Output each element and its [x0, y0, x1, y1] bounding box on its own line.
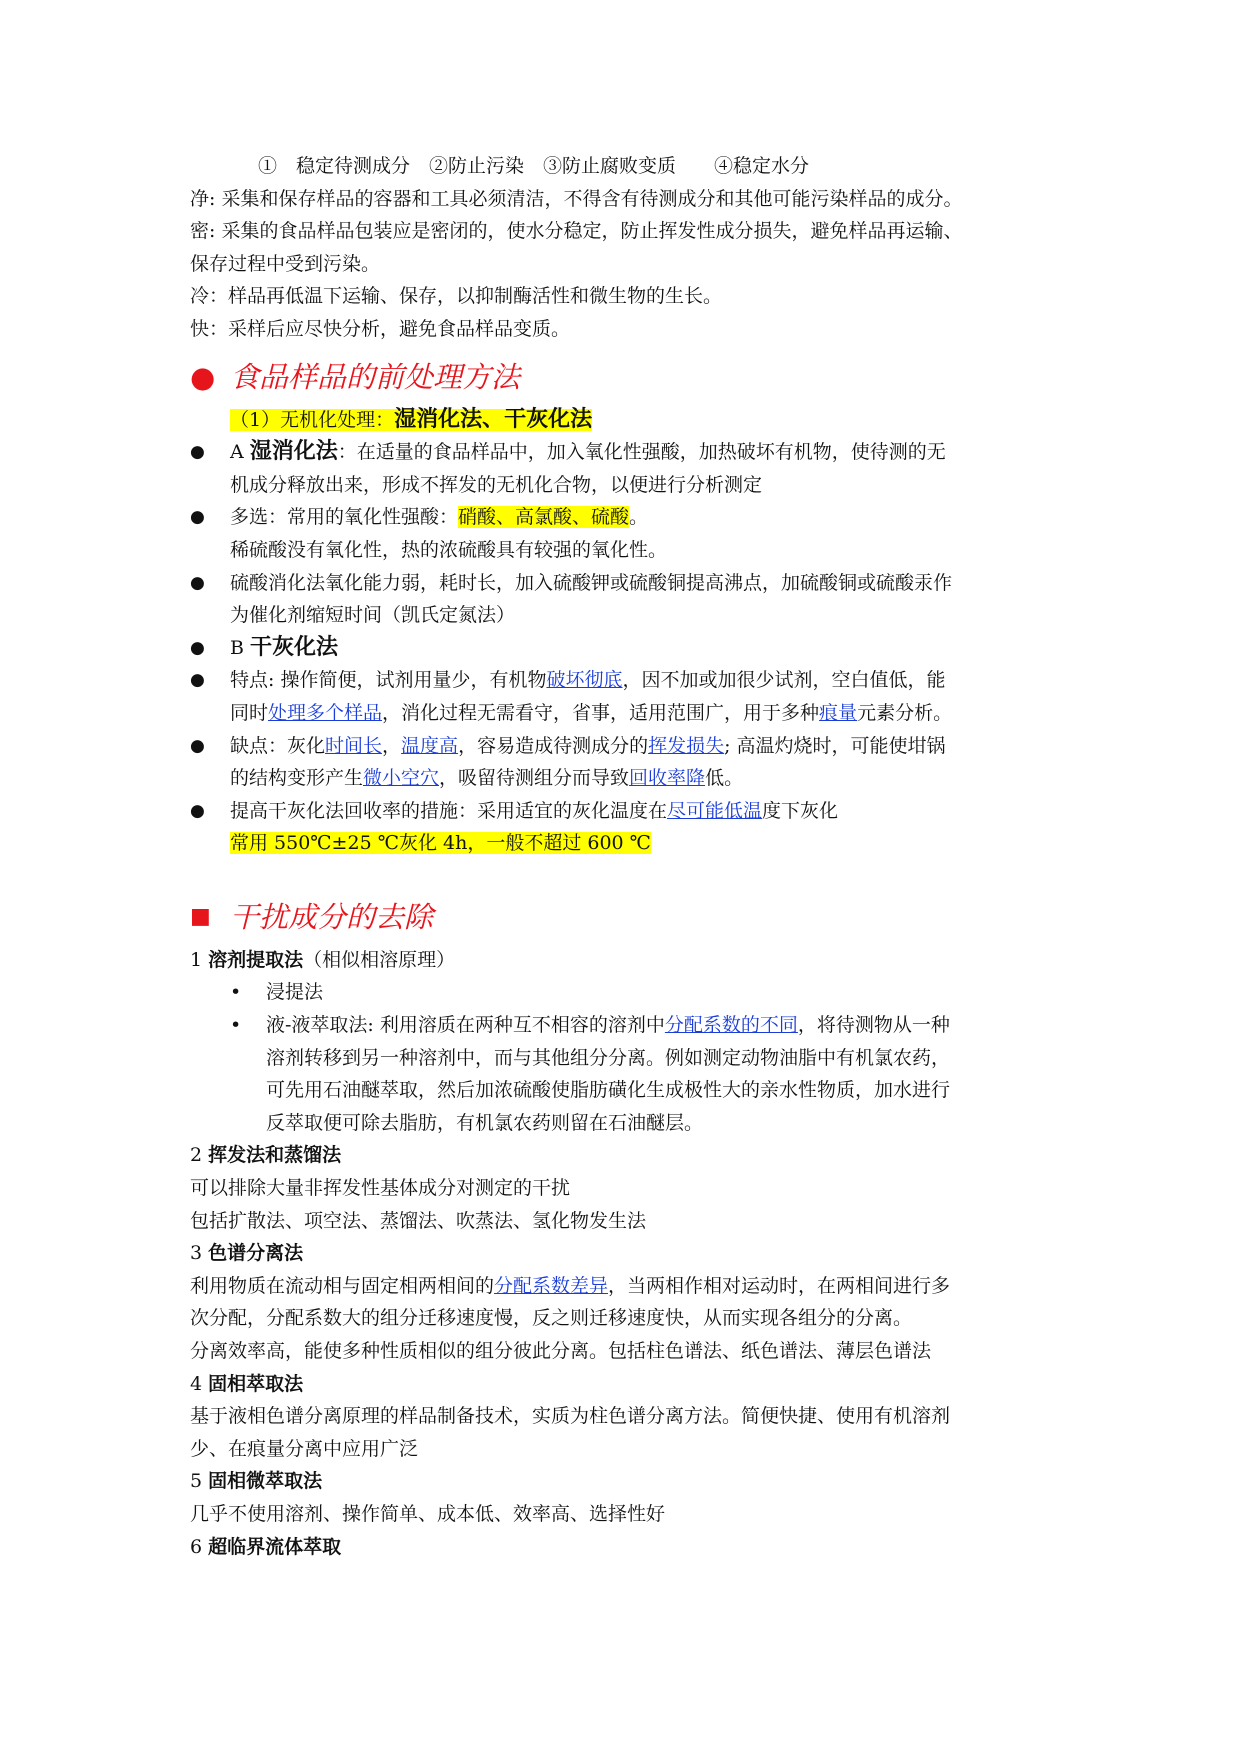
underlined-term: 破坏彻底 [546, 669, 623, 692]
method-number: 3 [190, 1242, 209, 1265]
item-text: ，因不加或加很少试剂，空白值低，能 [622, 669, 946, 692]
purpose-list: ① 稳定待测成分 ②防止污染 ③防止腐败变质 ④稳定水分 [258, 155, 810, 177]
underlined-term: 温度高 [401, 734, 459, 757]
item-text-line3: 可先用石油醚萃取，然后加浓硫酸使脂肪磺化生成极性大的亲水性物质，加水进行 [266, 1079, 951, 1102]
item-text: 缺点：灰化 [230, 734, 326, 757]
highlighted-subheading [230, 406, 593, 432]
bullet-icon: ● [190, 442, 205, 463]
underlined-term: 挥发损失 [648, 734, 725, 757]
list-item-wet-digestion [190, 436, 1070, 501]
method-number: 5 [190, 1470, 209, 1493]
method-number: 4 [190, 1372, 209, 1395]
method-2-heading [190, 1139, 1070, 1172]
term-dry-ashing: 干灰化法 [250, 634, 339, 660]
item-text: 提高干灰化法回收率的措施：采用适宜的灰化温度在 [230, 799, 668, 822]
method-title: 溶剂提取法 [208, 948, 304, 971]
item-text: 特点: 操作简便，试剂用量少，有机物 [230, 669, 547, 692]
list-item-features [190, 664, 1070, 729]
principle-leng: 冷：样品再低温下运输、保存，以抑制酶活性和微生物的生长。 [190, 285, 723, 308]
term-wet-digestion: 湿消化法 [249, 439, 338, 465]
underlined-term: 分配系数的不同 [664, 1014, 798, 1037]
section-heading-interference-removal [190, 896, 1070, 938]
method-6-heading [190, 1531, 1070, 1564]
underlined-term: 回收率降 [629, 767, 706, 790]
method-3-text: 次分配，分配系数大的组分迁移速度慢，反之则迁移速度快，从而实现各组分的分离。 [190, 1307, 913, 1330]
item-text: 元素分析。 [857, 701, 953, 724]
item-text: ，消化过程无需看守，省事，适用范围广，用于多种 [382, 701, 820, 724]
item-text: 液-液萃取法: 利用溶质在两种互不相容的溶剂中 [266, 1014, 665, 1037]
item-text-line4: 反萃取便可除去脂肪，有机氯农药则留在石油醚层。 [266, 1111, 704, 1134]
item-text-line2: 机成分释放出来，形成不挥发的无机化合物，以便进行分析测定 [230, 473, 763, 496]
method-3-text: 分离效率高，能使多种性质相似的组分彼此分离。包括柱色谱法、纸色谱法、薄层色谱法 [190, 1340, 932, 1362]
principle-mi-line2: 保存过程中受到污染。 [190, 252, 381, 275]
section-heading-pretreatment [190, 356, 1070, 398]
method-title: 超临界流体萃取 [208, 1535, 342, 1558]
method-3-text [190, 1270, 1070, 1303]
method-title: 色谱分离法 [208, 1242, 304, 1265]
method-4-text: 少、在痕量分离中应用广泛 [190, 1437, 419, 1460]
sub-item-maceration [190, 976, 1070, 1009]
method-title: 固相萃取法 [208, 1372, 304, 1395]
method-title: 挥发法和蒸馏法 [208, 1144, 342, 1167]
subheading-bold: 湿消化法、干灰化法 [394, 406, 593, 432]
bullet-icon: • [230, 981, 242, 1004]
bullet-circle-icon: ● [190, 359, 216, 394]
item-text: 低。 [705, 767, 744, 790]
list-item-oxidizing-acids [190, 501, 1070, 566]
item-text: ：在适量的食品样品中，加入氧化性强酸，加热破坏有机物，使待测的无 [337, 441, 946, 464]
underlined-term: 痕量 [819, 701, 858, 724]
section-title: 干扰成分的去除 [230, 899, 434, 934]
item-prefix: B [230, 636, 251, 659]
method-3-heading [190, 1237, 1070, 1270]
highlighted-ashing-condition: 常用 550℃±25 ℃灰化 4h，一般不超过 600 ℃ [230, 832, 651, 855]
item-prefix: A [230, 441, 250, 464]
item-text: ，当两相作相对运动时，在两相间进行多 [608, 1274, 951, 1297]
bullet-icon: ● [190, 800, 205, 821]
highlighted-acids: 硝酸、高氯酸、硫酸 [458, 506, 630, 529]
method-5-text: 几乎不使用溶剂、操作简单、成本低、效率高、选择性好 [190, 1502, 666, 1525]
method-5-heading [190, 1465, 1070, 1498]
item-text: ，吸留待测组分而导致 [439, 767, 630, 790]
item-text: ; 高温灼烧时，可能使坩锅 [724, 734, 946, 757]
section-title: 食品样品的前处理方法 [230, 359, 521, 394]
item-text-line2: 为催化剂缩短时间（凯氏定氮法） [230, 604, 516, 627]
item-text: ，容易造成待测成分的 [458, 734, 649, 757]
item-text: 多选：常用的氧化性强酸： [230, 506, 459, 529]
item-text: ，将待测物从一种 [797, 1014, 950, 1037]
underlined-term: 尽可能低温 [667, 799, 763, 822]
bullet-icon: ● [190, 572, 205, 593]
bullet-square-icon: ■ [190, 903, 211, 929]
item-text: ， [382, 734, 402, 757]
method-number: 6 [190, 1535, 209, 1558]
principle-jing: 净: 采集和保存样品的容器和工具必须清洁，不得含有待测成分和其他可能污染样品的成分。 [190, 187, 963, 210]
underlined-term: 时间长 [325, 734, 383, 757]
method-1-heading [190, 944, 1070, 977]
item-text: 浸提法 [266, 981, 324, 1004]
list-item-drawbacks [190, 730, 1070, 795]
underlined-term: 微小空穴 [363, 767, 440, 790]
document-page [190, 150, 1070, 1563]
item-text: 利用物质在流动相与固定相两相间的 [190, 1274, 495, 1297]
sub-item-liquid-extraction [190, 1009, 1070, 1139]
method-2-text: 包括扩散法、项空法、蒸馏法、吹蒸法、氢化物发生法 [190, 1209, 647, 1232]
item-text: 硫酸消化法氧化能力弱，耗时长，加入硫酸钾或硫酸铜提高沸点，加硫酸铜或硫酸汞作 [230, 571, 953, 594]
method-number: 1 [190, 948, 209, 971]
bullet-icon: ● [190, 735, 205, 756]
list-item-improve-recovery [190, 795, 1070, 860]
item-text: 。 [629, 506, 649, 529]
item-text-line2: 溶剂转移到另一种溶剂中，而与其他组分分离。例如测定动物油脂中有机氯农药， [266, 1046, 951, 1069]
method-title: 固相微萃取法 [208, 1470, 323, 1493]
bullet-icon: ● [190, 670, 205, 691]
item-text: 度下灰化 [762, 799, 839, 822]
bullet-icon: • [230, 1014, 242, 1037]
principle-mi-line1: 密: 采集的食品样品包装应是密闭的，使水分稳定，防止挥发性成分损失，避免样品再运输、 [190, 220, 963, 243]
list-item-dry-ashing [190, 632, 1070, 665]
item-text: 同时 [230, 701, 269, 724]
method-2-text: 可以排除大量非挥发性基体成分对测定的干扰 [190, 1177, 571, 1200]
method-4-heading [190, 1368, 1070, 1401]
subheading-label: （1）无机化处理： [230, 408, 395, 431]
item-text-line2: 稀硫酸没有氧化性，热的浓硫酸具有较强的氧化性。 [230, 538, 668, 561]
underlined-term: 处理多个样品 [268, 701, 383, 724]
list-item-sulfuric-digestion [190, 567, 1070, 632]
underlined-term: 分配系数差异 [494, 1274, 609, 1297]
item-text: 的结构变形产生 [230, 767, 364, 790]
method-4-text: 基于液相色谱分离原理的样品制备技术，实质为柱色谱分离方法。简便快捷、使用有机溶剂 [190, 1405, 951, 1428]
method-number: 2 [190, 1144, 209, 1167]
subheading-inorganic [190, 404, 1070, 437]
bullet-icon: ● [190, 507, 205, 528]
principle-kuai: 快：采样后应尽快分析，避免食品样品变质。 [190, 317, 571, 340]
bullet-icon: ● [190, 637, 205, 658]
method-note: （相似相溶原理） [303, 948, 456, 971]
